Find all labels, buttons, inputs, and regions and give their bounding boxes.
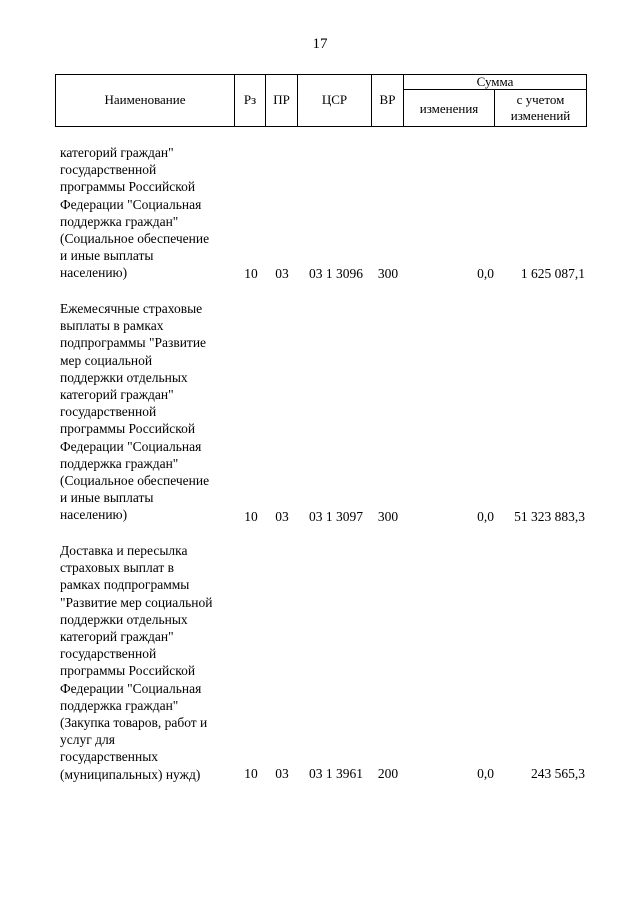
row-vr: 300	[377, 266, 399, 281]
row-csr: 03 1 3096	[309, 266, 363, 281]
row-total: 51 323 883,3	[514, 509, 585, 524]
row-vr: 200	[377, 766, 399, 781]
row-change: 0,0	[477, 266, 494, 281]
header-bottom-border	[55, 126, 586, 127]
page-number: 17	[312, 36, 328, 52]
row-change: 0,0	[477, 509, 494, 524]
row-name: категорий граждан" государственной программы Российской Федерации "Социальная поддержка граждан" (Социальное обеспечение и иные выплаты населению)	[60, 145, 210, 281]
row-name: Ежемесячные страховые выплаты в рамках подпрограммы "Развитие мер социальной поддержки отдельных категорий граждан" государственной программы Российской Федерации "Социальная поддержка граждан" (Социальное обеспечение и иные выплаты населению)	[60, 301, 210, 523]
row-rz: 10	[244, 509, 258, 524]
header-name: Наименование	[104, 92, 186, 107]
row-rz: 10	[244, 266, 258, 281]
row-total: 243 565,3	[531, 766, 585, 781]
col-border-right	[586, 74, 587, 127]
row-csr: 03 1 3097	[309, 509, 363, 524]
header-rz: Рз	[243, 92, 257, 107]
header-pr: ПР	[273, 92, 290, 107]
row-pr: 03	[275, 509, 289, 524]
row-pr: 03	[275, 266, 289, 281]
row-csr: 03 1 3961	[309, 766, 363, 781]
row-pr: 03	[275, 766, 289, 781]
header-vr: ВР	[379, 92, 396, 107]
row-rz: 10	[244, 766, 258, 781]
row-change: 0,0	[477, 766, 494, 781]
header-change: изменения	[419, 101, 479, 116]
row-total: 1 625 087,1	[520, 266, 585, 281]
header-sum: Сумма	[476, 74, 514, 89]
header-csr: ЦСР	[321, 92, 348, 107]
row-name: Доставка и пересылка страховых выплат в рамках подпрограммы "Развитие мер социальной поддержки отдельных категорий граждан" государственной программы Российской Федерации "Социальная поддержка граждан" (Закупка товаров, работ и услуг для государственных (муниципальных) нужд)	[60, 543, 213, 782]
header-with-changes-line2: изменений	[510, 108, 571, 123]
header-with-changes-line1: с учетом	[516, 92, 565, 107]
row-vr: 300	[377, 509, 399, 524]
